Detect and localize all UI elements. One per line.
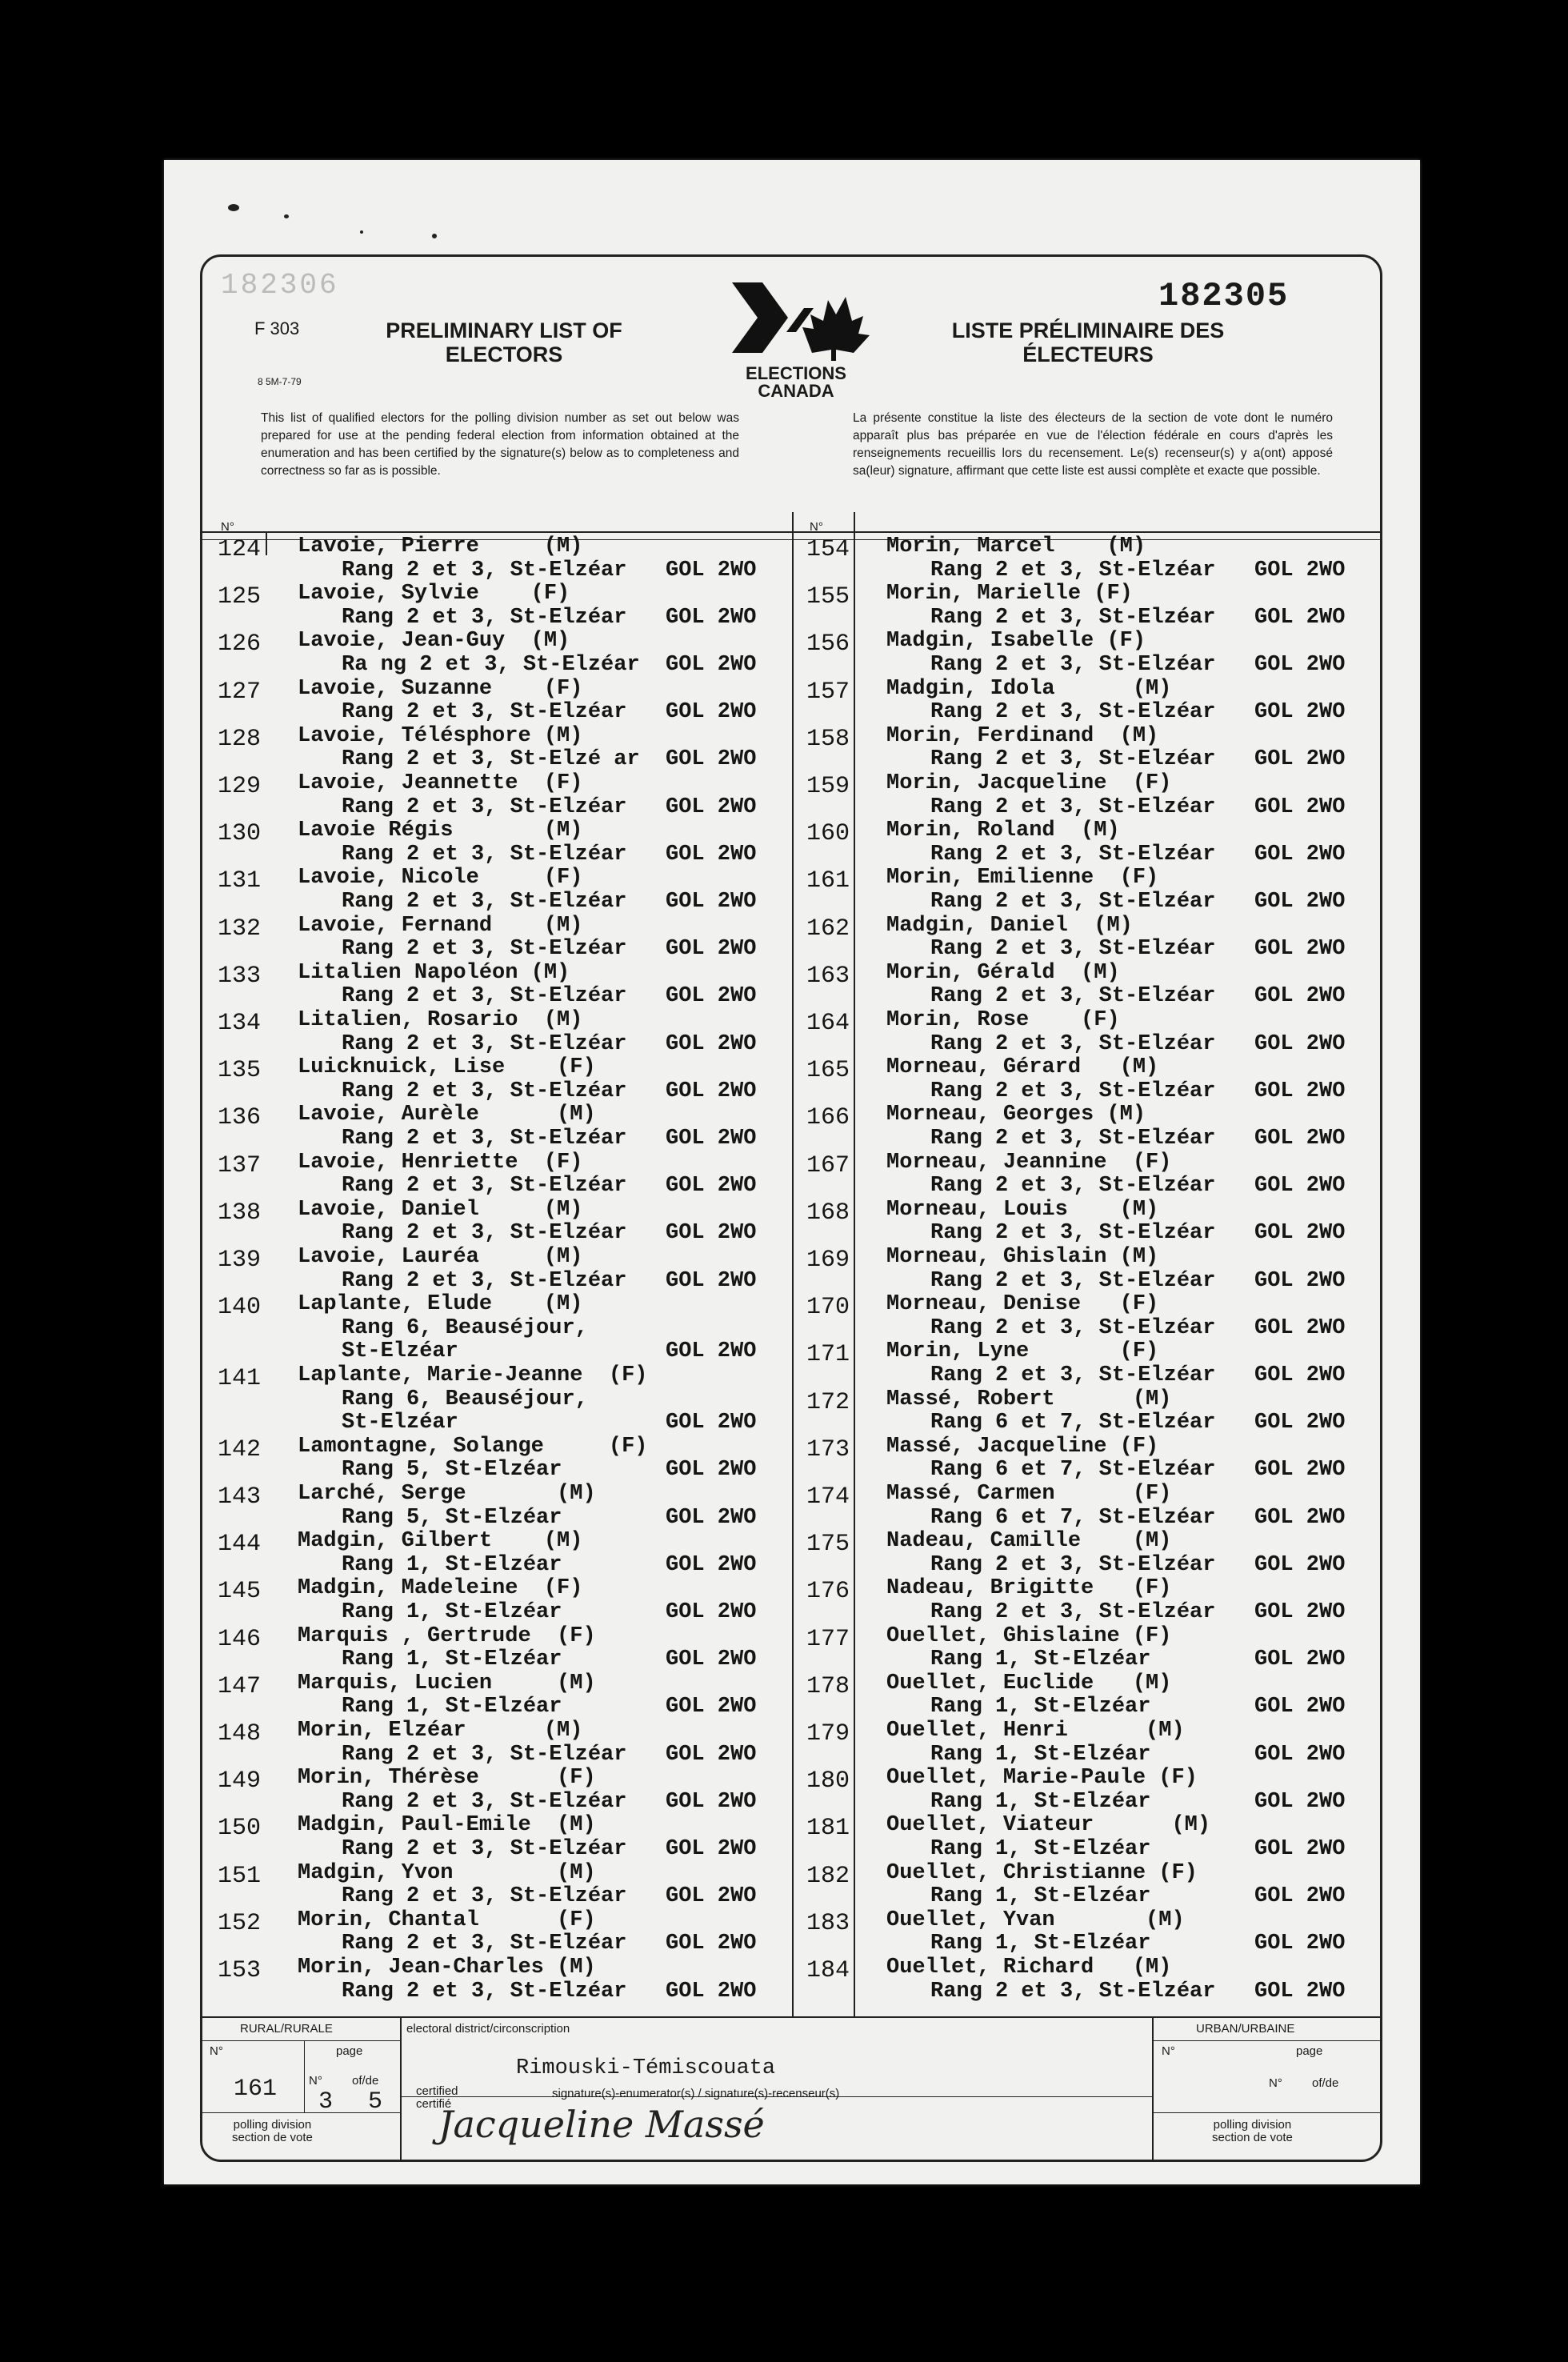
elector-number: 132	[218, 915, 262, 943]
postal-code: GOL 2WO	[666, 842, 757, 867]
elector-address: Rang 2 et 3, St-Elzéar	[342, 1742, 627, 1767]
elector-name: Litalien Napoléon (M)	[298, 960, 570, 985]
elector-address: Rang 2 et 3, St-Elzéar	[342, 795, 627, 819]
postal-code: GOL 2WO	[1254, 652, 1346, 677]
table-top-rule	[200, 531, 1381, 533]
elector-address: Rang 1, St-Elzéar	[930, 1647, 1151, 1672]
elector-address: Rang 6 et 7, St-Elzéar	[930, 1458, 1216, 1483]
district-label: electoral district/circonscription	[406, 2022, 570, 2036]
postal-code: GOL 2WO	[666, 605, 757, 630]
elector-name: Morin, Gérald (M)	[886, 960, 1120, 985]
elector-address: Rang 2 et 3, St-Elzéar	[930, 1221, 1216, 1246]
postal-code: GOL 2WO	[666, 1599, 757, 1624]
urban-page-label: page	[1296, 2044, 1323, 2058]
rural-of-label: of/de	[352, 2074, 379, 2088]
elector-name: Lavoie Régis (M)	[298, 819, 583, 843]
elector-address: Rang 2 et 3, St-Elzéar	[342, 700, 627, 725]
postal-code: GOL 2WO	[1254, 984, 1346, 1009]
elector-name: Laplante, Elude (M)	[298, 1292, 583, 1317]
elector-number: 153	[218, 1957, 262, 1984]
elector-number: 136	[218, 1104, 262, 1132]
elector-name: Lamontagne, Solange (F)	[298, 1434, 648, 1459]
elector-address: Rang 2 et 3, St-Elzéar	[342, 605, 627, 630]
urban-polling-division-label: polling division section de vote	[1212, 2118, 1293, 2144]
postal-code: GOL 2WO	[666, 1742, 757, 1767]
postal-code: GOL 2WO	[666, 1979, 757, 2004]
elector-name: Morneau, Gérard (M)	[886, 1055, 1159, 1080]
elector-address: Rang 2 et 3, St-Elzéar	[930, 937, 1216, 962]
elector-number: 152	[218, 1909, 262, 1937]
elector-name: Litalien, Rosario (M)	[298, 1008, 583, 1032]
page-total: 5	[368, 2088, 383, 2116]
elector-number: 170	[806, 1294, 850, 1322]
elector-name: Ouellet, Richard (M)	[886, 1956, 1172, 1980]
elector-address: Rang 2 et 3, St-Elzéar	[930, 842, 1216, 867]
elector-number: 146	[218, 1625, 262, 1653]
postal-code: GOL 2WO	[666, 1411, 757, 1435]
postal-code: GOL 2WO	[1254, 1647, 1346, 1672]
postal-code: GOL 2WO	[666, 1505, 757, 1530]
elector-number: 161	[806, 867, 850, 895]
rural-page-no-label: N°	[309, 2074, 322, 2088]
postal-code: GOL 2WO	[666, 1126, 757, 1151]
elector-number: 180	[806, 1767, 850, 1796]
postal-code: GOL 2WO	[1254, 1458, 1346, 1483]
postal-code: GOL 2WO	[666, 795, 757, 819]
elector-address: Rang 6, Beauséjour,	[342, 1387, 588, 1411]
elector-name: Lavoie, Pierre (M)	[298, 534, 583, 558]
elector-number: 158	[806, 725, 850, 753]
print-date: 8 5M-7-79	[258, 376, 302, 387]
postal-code: GOL 2WO	[666, 1647, 757, 1672]
elector-number: 182	[806, 1862, 850, 1890]
elector-number: 150	[218, 1815, 262, 1843]
elector-address: Rang 2 et 3, St-Elzéar	[342, 558, 627, 582]
footer-rule	[1152, 2040, 1382, 2041]
electoral-district: Rimouski-Témiscouata	[516, 2056, 776, 2080]
elector-address: Rang 2 et 3, St-Elzéar	[930, 558, 1216, 582]
postal-code: GOL 2WO	[666, 558, 757, 582]
postal-code: GOL 2WO	[666, 652, 757, 677]
form-code: F 303	[254, 318, 300, 338]
elector-address: Ra ng 2 et 3, St-Elzéar	[342, 652, 640, 677]
elector-address: Rang 2 et 3, St-Elzéar	[342, 842, 627, 867]
elector-number: 139	[218, 1247, 262, 1274]
elector-address: Rang 5, St-Elzéar	[342, 1458, 562, 1483]
intro-french: La présente constitue la liste des électeurs de la section de vote dont le numéro apparaît plus bas préparée en vue de l'élection fédérale en cours d'après les renseignements recueillis lors du recensement. Le(s) recenseur(s) y a(ont) apposé sa(leur) signature, affirmant que cette liste est aussi complète et exacte que possible.	[853, 411, 1333, 478]
elector-address: Rang 2 et 3, St-Elzéar	[342, 1221, 627, 1246]
urban-no-label: N°	[1162, 2044, 1175, 2058]
elector-number: 178	[806, 1672, 850, 1700]
elector-name: Morin, Roland (M)	[886, 819, 1120, 843]
elector-name: Morin, Marielle (F)	[886, 582, 1133, 607]
elector-name: Madgin, Daniel (M)	[886, 913, 1133, 938]
elector-address: Rang 2 et 3, St-Elzéar	[930, 1363, 1216, 1387]
elector-name: Ouellet, Marie-Paule (F)	[886, 1766, 1198, 1791]
elector-name: Lavoie, Jean-Guy (M)	[298, 629, 570, 654]
elector-number: 162	[806, 915, 850, 943]
postal-code: GOL 2WO	[1254, 1126, 1346, 1151]
postal-code: GOL 2WO	[1254, 1742, 1346, 1767]
elector-name: Morin, Lyne (F)	[886, 1339, 1159, 1364]
postal-code: GOL 2WO	[666, 1268, 757, 1293]
postal-code: GOL 2WO	[666, 1458, 757, 1483]
postal-code: GOL 2WO	[1254, 1932, 1346, 1956]
postal-code: GOL 2WO	[1254, 1079, 1346, 1103]
elector-number: 142	[218, 1435, 262, 1463]
postal-code: GOL 2WO	[1254, 1221, 1346, 1246]
elector-address: Rang 2 et 3, St-Elzéar	[930, 652, 1216, 677]
elector-name: Lavoie, Henriette (F)	[298, 1150, 583, 1175]
signature-label: signature(s)-enumerator(s) / signature(s)-recenseur(s)	[552, 2087, 840, 2100]
elector-number: 168	[806, 1199, 850, 1227]
elector-number: 128	[218, 725, 262, 753]
elector-number: 165	[806, 1057, 850, 1085]
elector-address: St-Elzéar	[342, 1339, 458, 1364]
postal-code: GOL 2WO	[666, 1884, 757, 1909]
postal-code: GOL 2WO	[1254, 1411, 1346, 1435]
elector-number: 130	[218, 820, 262, 848]
elector-name: Morin, Marcel (M)	[886, 534, 1146, 558]
postal-code: GOL 2WO	[1254, 1174, 1346, 1199]
elector-address: Rang 2 et 3, St-Elzéar	[930, 1126, 1216, 1151]
elector-list-left	[218, 534, 794, 2010]
elector-name: Lavoie, Sylvie (F)	[298, 582, 570, 607]
elector-address: Rang 2 et 3, St-Elzéar	[930, 1599, 1216, 1624]
elector-number: 184	[806, 1957, 850, 1984]
elector-name: Morin, Rose (F)	[886, 1008, 1120, 1032]
elector-address: Rang 2 et 3, St-Elzéar	[342, 1126, 627, 1151]
page-number: 3	[318, 2088, 334, 2116]
elector-name: Lavoie, Télésphore (M)	[298, 723, 583, 748]
elector-number: 183	[806, 1909, 850, 1937]
elector-number: 134	[218, 1010, 262, 1037]
elector-number: 174	[806, 1483, 850, 1511]
elector-number: 154	[806, 536, 850, 563]
elector-name: Morneau, Denise (F)	[886, 1292, 1159, 1317]
elector-number: 129	[218, 773, 262, 800]
postal-code: GOL 2WO	[1254, 1552, 1346, 1577]
elector-number: 171	[806, 1341, 850, 1369]
elector-address: Rang 2 et 3, St-Elzéar	[342, 937, 627, 962]
elector-number: 167	[806, 1151, 850, 1179]
elector-name: Marquis , Gertrude (F)	[298, 1623, 596, 1648]
elector-name: Madgin, Gilbert (M)	[298, 1529, 583, 1554]
elector-address: Rang 2 et 3, St-Elzéar	[930, 1552, 1216, 1577]
elector-number: 172	[806, 1388, 850, 1416]
elector-name: Luicknuick, Lise (F)	[298, 1055, 596, 1080]
elector-address: Rang 2 et 3, St-Elzéar	[930, 1268, 1216, 1293]
elector-address: Rang 1, St-Elzéar	[930, 1836, 1151, 1861]
postal-code: GOL 2WO	[666, 1789, 757, 1814]
elector-address: Rang 2 et 3, St-Elzéar	[930, 1174, 1216, 1199]
rural-no-label: N°	[210, 2044, 223, 2058]
urban-page-no-label: N°	[1269, 2076, 1282, 2090]
no-header-right: N°	[810, 520, 823, 534]
ink-speck	[228, 204, 239, 211]
elector-address: Rang 1, St-Elzéar	[342, 1647, 562, 1672]
elector-address: Rang 2 et 3, St-Elzéar	[342, 1031, 627, 1056]
elector-name: Lavoie, Nicole (F)	[298, 866, 583, 891]
elector-name: Massé, Robert (M)	[886, 1387, 1172, 1411]
elector-address: Rang 6 et 7, St-Elzéar	[930, 1411, 1216, 1435]
urban-of-label: of/de	[1312, 2076, 1339, 2090]
rural-label: RURAL/RURALE	[240, 2022, 333, 2036]
elector-address: Rang 2 et 3, St-Elzéar	[930, 1031, 1216, 1056]
elector-number: 149	[218, 1767, 262, 1796]
elector-address: Rang 2 et 3, St-Elzéar	[342, 1174, 627, 1199]
postal-code: GOL 2WO	[666, 1079, 757, 1103]
elector-address: Rang 1, St-Elzéar	[342, 1552, 562, 1577]
elector-address: Rang 6 et 7, St-Elzéar	[930, 1505, 1216, 1530]
elector-number: 155	[806, 583, 850, 611]
x-maple-leaf-icon	[716, 276, 876, 364]
ink-speck	[284, 214, 289, 218]
postal-code: GOL 2WO	[666, 1339, 757, 1364]
elector-number: 147	[218, 1672, 262, 1700]
elector-address: Rang 1, St-Elzéar	[930, 1695, 1151, 1719]
elector-name: Massé, Jacqueline (F)	[886, 1434, 1159, 1459]
elector-number: 138	[218, 1199, 262, 1227]
elector-address: Rang 2 et 3, St-Elzéar	[342, 1079, 627, 1103]
elector-address: Rang 2 et 3, St-Elzéar	[342, 1268, 627, 1293]
elector-address: Rang 2 et 3, St-Elzéar	[930, 700, 1216, 725]
elector-address: Rang 2 et 3, St-Elzéar	[342, 1979, 627, 2004]
postal-code: GOL 2WO	[666, 1836, 757, 1861]
elector-address: Rang 1, St-Elzéar	[342, 1695, 562, 1719]
postal-code: GOL 2WO	[666, 889, 757, 914]
elector-address: Rang 2 et 3, St-Elzéar	[342, 889, 627, 914]
elector-number: 127	[218, 678, 262, 706]
elector-number: 156	[806, 631, 850, 659]
postal-code: GOL 2WO	[1254, 747, 1346, 772]
elector-number: 137	[218, 1151, 262, 1179]
elector-number: 176	[806, 1578, 850, 1606]
postal-code: GOL 2WO	[1254, 1979, 1346, 2004]
postal-code: GOL 2WO	[666, 1932, 757, 1956]
postal-code: GOL 2WO	[666, 937, 757, 962]
postal-code: GOL 2WO	[1254, 1789, 1346, 1814]
elector-name: Madgin, Idola (M)	[886, 676, 1172, 701]
footer-rule	[200, 2040, 400, 2041]
intro-english: This list of qualified electors for the polling division number as set out below was prepared for use at the pending federal election from information obtained at the enumeration and has been certified by the signature(s) below as to completeness and correctness so far as is possible.	[261, 411, 739, 478]
ink-speck	[432, 234, 437, 238]
elector-name: Larché, Serge (M)	[298, 1482, 596, 1506]
urban-label: URBAN/URBAINE	[1196, 2022, 1295, 2036]
rural-page-label: page	[336, 2044, 363, 2058]
elector-name: Nadeau, Brigitte (F)	[886, 1576, 1172, 1601]
title-en: PRELIMINARY LIST OF ELECTORS	[386, 318, 622, 366]
elector-number: 141	[218, 1365, 262, 1392]
elector-number: 140	[218, 1294, 262, 1322]
postal-code: GOL 2WO	[666, 1031, 757, 1056]
elector-name: Massé, Carmen (F)	[886, 1482, 1172, 1506]
postal-code: GOL 2WO	[1254, 889, 1346, 914]
elector-address: Rang 5, St-Elzéar	[342, 1505, 562, 1530]
elector-name: Lavoie, Jeannette (F)	[298, 771, 583, 795]
elector-name: Ouellet, Christianne (F)	[886, 1860, 1198, 1885]
elector-name: Lavoie, Fernand (M)	[298, 913, 583, 938]
elector-name: Madgin, Yvon (M)	[298, 1860, 596, 1885]
elector-number: 148	[218, 1720, 262, 1747]
elector-address: Rang 2 et 3, St-Elzéar	[930, 747, 1216, 772]
postal-code: GOL 2WO	[666, 1221, 757, 1246]
elector-name: Morin, Jacqueline (F)	[886, 771, 1172, 795]
elector-number: 177	[806, 1625, 850, 1653]
elector-address: Rang 2 et 3, St-Elzéar	[930, 605, 1216, 630]
elector-address: Rang 2 et 3, St-Elzéar	[342, 1884, 627, 1909]
elector-number: 175	[806, 1531, 850, 1559]
elector-address: Rang 2 et 3, St-Elzéar	[930, 984, 1216, 1009]
elector-address: Rang 1, St-Elzéar	[930, 1932, 1151, 1956]
elector-name: Marquis, Lucien (M)	[298, 1671, 596, 1695]
elector-number: 159	[806, 773, 850, 800]
elector-name: Laplante, Marie-Jeanne (F)	[298, 1363, 648, 1387]
serial-number: 182305	[1158, 277, 1290, 315]
elector-number: 144	[218, 1531, 262, 1559]
elector-name: Morin, Chantal (F)	[298, 1908, 596, 1932]
elector-name: Morin, Emilienne (F)	[886, 866, 1159, 891]
elector-name: Nadeau, Camille (M)	[886, 1529, 1172, 1554]
elector-address: Rang 2 et 3, St-Elzéar	[342, 1836, 627, 1861]
elector-number: 126	[218, 631, 262, 659]
footer-top-rule	[200, 2016, 1381, 2018]
elector-name: Morin, Elzéar (M)	[298, 1719, 583, 1743]
postal-code: GOL 2WO	[1254, 842, 1346, 867]
footer-rule	[304, 2040, 305, 2112]
postal-code: GOL 2WO	[1254, 1268, 1346, 1293]
enumerator-signature: Jacqueline Massé	[438, 2103, 765, 2146]
postal-code: GOL 2WO	[666, 1552, 757, 1577]
elector-name: Lavoie, Lauréa (M)	[298, 1245, 583, 1269]
postal-code: GOL 2WO	[1254, 1031, 1346, 1056]
postal-code: GOL 2WO	[666, 984, 757, 1009]
elections-canada-logo: ELECTIONS CANADA	[716, 276, 876, 396]
title-fr: LISTE PRÉLIMINAIRE DES ÉLECTEURS	[951, 318, 1225, 366]
ink-speck	[360, 230, 363, 234]
elector-name: Ouellet, Ghislaine (F)	[886, 1623, 1172, 1648]
ghost-serial: 182306	[221, 269, 339, 302]
postal-code: GOL 2WO	[666, 747, 757, 772]
elector-address: Rang 1, St-Elzéar	[930, 1789, 1151, 1814]
postal-code: GOL 2WO	[666, 1695, 757, 1719]
certified-label: certified certifié	[416, 2084, 458, 2111]
elector-address: Rang 1, St-Elzéar	[930, 1884, 1151, 1909]
postal-code: GOL 2WO	[1254, 1695, 1346, 1719]
elector-name: Lavoie, Suzanne (F)	[298, 676, 583, 701]
elector-number: 179	[806, 1720, 850, 1747]
elector-address: St-Elzéar	[342, 1411, 458, 1435]
elector-name: Morneau, Ghislain (M)	[886, 1245, 1159, 1269]
elector-name: Ouellet, Viateur (M)	[886, 1813, 1211, 1838]
postal-code: GOL 2WO	[1254, 1599, 1346, 1624]
elector-address: Rang 1, St-Elzéar	[930, 1742, 1151, 1767]
postal-code: GOL 2WO	[1254, 1315, 1346, 1340]
elector-name: Madgin, Madeleine (F)	[298, 1576, 583, 1601]
elector-address: Rang 2 et 3, St-Elzéar	[342, 1789, 627, 1814]
postal-code: GOL 2WO	[1254, 700, 1346, 725]
elector-number: 169	[806, 1247, 850, 1274]
footer-divider	[400, 2016, 402, 2162]
elector-name: Morin, Thérèse (F)	[298, 1766, 596, 1791]
elector-address: Rang 2 et 3, St-Elzéar	[930, 889, 1216, 914]
elector-number: 145	[218, 1578, 262, 1606]
elector-address: Rang 2 et 3, St-Elzé ar	[342, 747, 640, 772]
elector-address: Rang 2 et 3, St-Elzéar	[930, 1079, 1216, 1103]
elector-number: 164	[806, 1010, 850, 1037]
elector-number: 163	[806, 962, 850, 990]
postal-code: GOL 2WO	[1254, 1884, 1346, 1909]
footer-divider	[1152, 2016, 1154, 2162]
elector-number: 135	[218, 1057, 262, 1085]
postal-code: GOL 2WO	[666, 700, 757, 725]
elector-name: Lavoie, Aurèle (M)	[298, 1103, 596, 1127]
elector-address: Rang 2 et 3, St-Elzéar	[930, 795, 1216, 819]
no-header-left: N°	[221, 520, 234, 534]
footer-rule	[1152, 2112, 1382, 2113]
elector-name: Lavoie, Daniel (M)	[298, 1197, 583, 1222]
elector-number: 166	[806, 1104, 850, 1132]
elector-number: 160	[806, 820, 850, 848]
elector-address: Rang 1, St-Elzéar	[342, 1599, 562, 1624]
elector-name: Madgin, Isabelle (F)	[886, 629, 1146, 654]
elector-name: Morneau, Louis (M)	[886, 1197, 1159, 1222]
postal-code: GOL 2WO	[1254, 558, 1346, 582]
postal-code: GOL 2WO	[666, 1174, 757, 1199]
postal-code: GOL 2WO	[1254, 1505, 1346, 1530]
elector-number: 131	[218, 867, 262, 895]
postal-code: GOL 2WO	[1254, 1363, 1346, 1387]
elector-name: Morin, Jean-Charles (M)	[298, 1956, 596, 1980]
elector-address: Rang 6, Beauséjour,	[342, 1315, 588, 1340]
elector-name: Madgin, Paul-Emile (M)	[298, 1813, 596, 1838]
elector-address: Rang 2 et 3, St-Elzéar	[930, 1315, 1216, 1340]
elector-number: 124	[218, 536, 262, 563]
elector-address: Rang 2 et 3, St-Elzéar	[342, 1932, 627, 1956]
elector-name: Ouellet, Euclide (M)	[886, 1671, 1172, 1695]
elector-name: Morneau, Jeannine (F)	[886, 1150, 1172, 1175]
elector-name: Morneau, Georges (M)	[886, 1103, 1146, 1127]
postal-code: GOL 2WO	[1254, 605, 1346, 630]
elector-number: 157	[806, 678, 850, 706]
elector-number: 133	[218, 962, 262, 990]
elector-number: 125	[218, 583, 262, 611]
elector-address: Rang 2 et 3, St-Elzéar	[342, 984, 627, 1009]
elector-name: Ouellet, Yvan (M)	[886, 1908, 1185, 1932]
elector-number: 173	[806, 1435, 850, 1463]
elector-name: Morin, Ferdinand (M)	[886, 723, 1159, 748]
postal-code: GOL 2WO	[1254, 795, 1346, 819]
postal-code: GOL 2WO	[1254, 937, 1346, 962]
elector-number: 143	[218, 1483, 262, 1511]
elector-number: 181	[806, 1815, 850, 1843]
elector-name: Ouellet, Henri (M)	[886, 1719, 1185, 1743]
postal-code: GOL 2WO	[1254, 1836, 1346, 1861]
elector-address: Rang 2 et 3, St-Elzéar	[930, 1979, 1216, 2004]
polling-division-number: 161	[234, 2076, 278, 2103]
elector-number: 151	[218, 1862, 262, 1890]
polling-division-label: polling division section de vote	[232, 2118, 313, 2144]
elector-list-right	[806, 534, 1382, 2010]
